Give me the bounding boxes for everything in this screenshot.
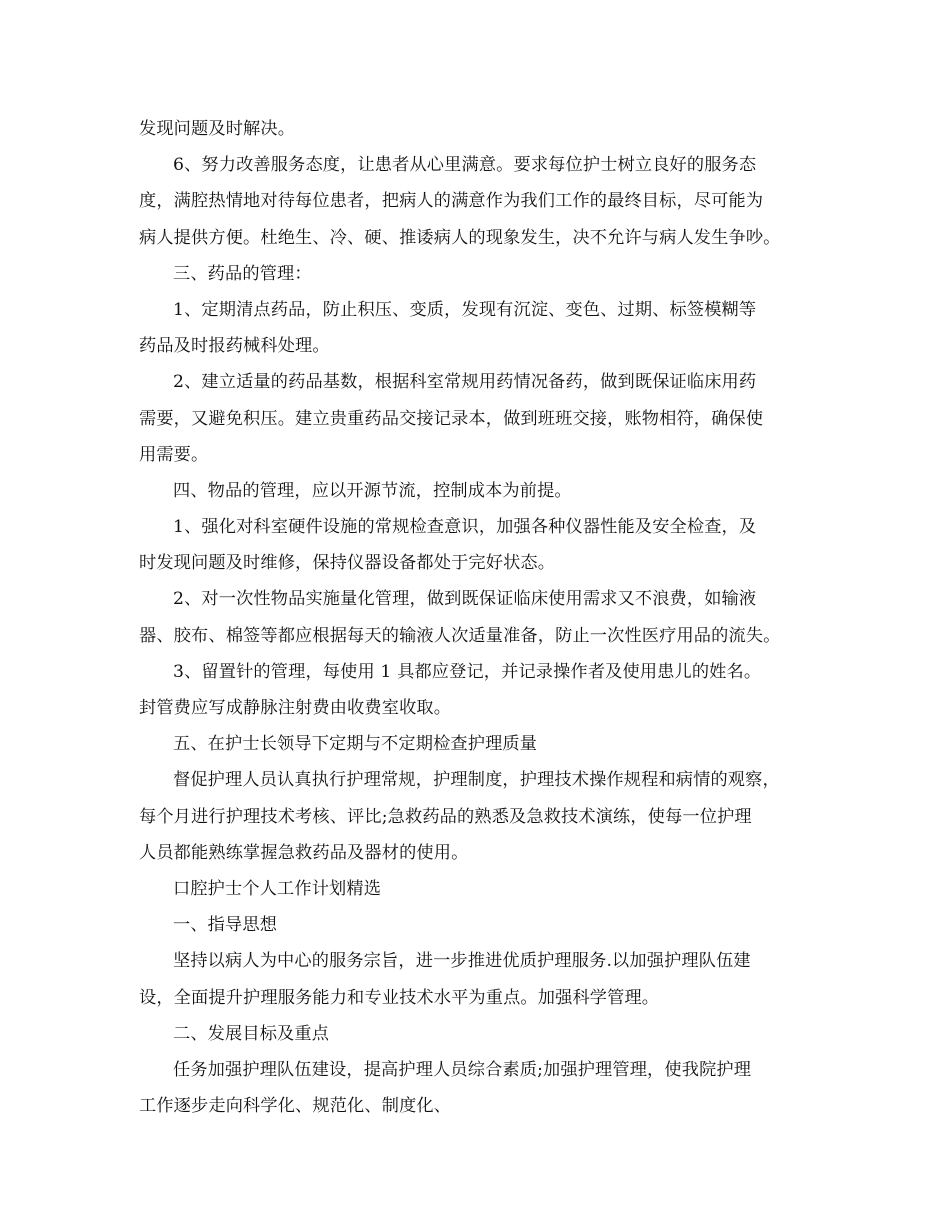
text-line: 器、胶布、棉签等都应根据每天的输液人次适量准备，防止一次性医疗用品的流失。 — [139, 625, 781, 646]
text-line: 工作逐步走向科学化、规范化、制度化、 — [139, 1096, 452, 1117]
text-line: 坚持以病人为中心的服务宗旨，进一步推进优质护理服务.以加强护理队伍建 — [173, 951, 751, 972]
text-line: 督促护理人员认真执行护理常规，护理制度，护理技术操作规程和病情的观察， — [173, 770, 780, 791]
section-heading: 三、药品的管理： — [173, 263, 312, 284]
text-line: 2、建立适量的药品基数，根据科室常规用药情况备药，做到既保证临床用药 — [173, 372, 757, 393]
text-line: 封管费应写成静脉注射费由收费室收取。 — [139, 698, 452, 718]
text-line: 病人提供方便。杜绝生、冷、硬、推诿病人的现象发生，决不允许与病人发生争吵。 — [139, 227, 781, 248]
text-line: 度，满腔热情地对待每位患者，把病人的满意作为我们工作的最终目标，尽可能为 — [139, 191, 764, 212]
text-line: 用需要。 — [139, 444, 209, 465]
text-line: 6、努力改善服务态度，让患者从心里满意。要求每位护士树立良好的服务态 — [173, 155, 757, 176]
text-line: 1、定期清点药品，防止积压、变质，发现有沉淀、变色、过期、标签模糊等 — [173, 299, 757, 320]
text-line: 时发现问题及时维修，保持仪器设备都处于完好状态。 — [139, 553, 556, 574]
text-line: 2、对一次性物品实施量化管理，做到既保证临床使用需求又不浪费，如输液 — [173, 589, 757, 610]
text-line: 人员都能熟练掌握急救药品及器材的使用。 — [139, 842, 469, 863]
text-line: 设，全面提升护理服务能力和专业技术水平为重点。加强科学管理。 — [139, 987, 660, 1008]
text-line: 1、强化对科室硬件设施的常规检查意识，加强各种仪器性能及安全检查，及 — [173, 517, 757, 538]
text-line: 发现问题及时解决。 — [139, 119, 296, 139]
text-line: 药品及时报药械科处理。 — [139, 336, 330, 357]
section-heading: 一、指导思想 — [173, 915, 278, 936]
text-line: 需要，又避免积压。建立贵重药品交接记录本，做到班班交接，账物相符，确保使 — [139, 408, 764, 429]
text-line: 每个月进行护理技术考核、评比;急救药品的熟悉及急救技术演练，使每一位护理 — [139, 806, 752, 827]
document-body — [139, 111, 815, 1124]
section-heading: 五、在护士长领导下定期与不定期检查护理质量 — [173, 734, 538, 755]
text-line: 任务加强护理队伍建设，提高护理人员综合素质;加强护理管理，使我院护理 — [173, 1059, 752, 1080]
text-line: 3、留置针的管理，每使用 1 具都应登记，并记录操作者及使用患儿的姓名。 — [173, 661, 762, 682]
section-heading: 四、物品的管理，应以开源节流，控制成本为前提。 — [173, 480, 572, 501]
document-title: 口腔护士个人工作计划精选 — [173, 878, 382, 899]
section-heading: 二、发展目标及重点 — [173, 1023, 330, 1044]
